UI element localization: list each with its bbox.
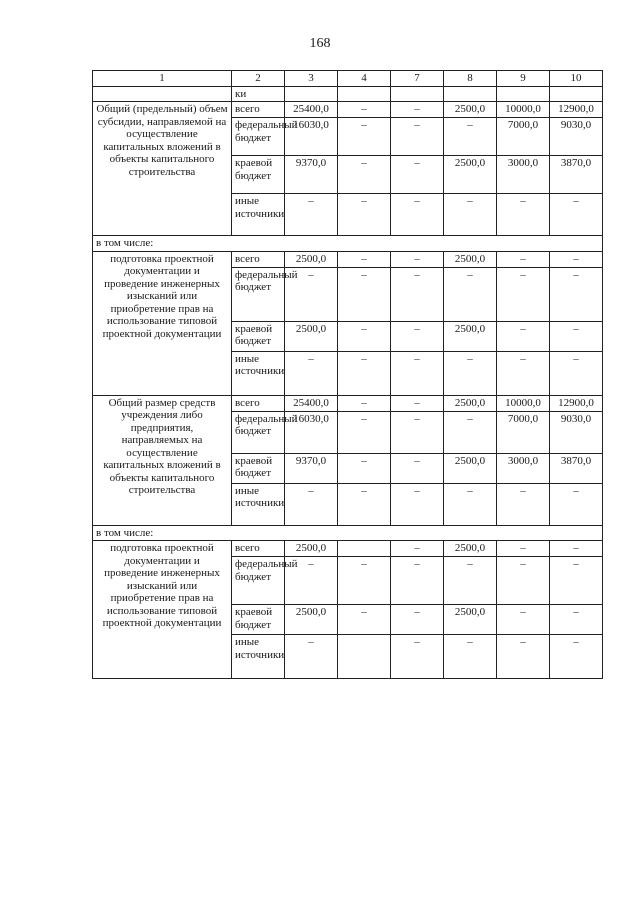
value-cell: 2500,0	[444, 251, 497, 267]
value-cell: –	[497, 351, 550, 395]
value-cell: –	[391, 635, 444, 679]
value-cell: –	[391, 605, 444, 635]
value-cell: –	[391, 156, 444, 194]
continuation-source: ки	[232, 86, 285, 102]
funding-source: федеральный бюджет	[232, 118, 285, 156]
value-cell: –	[338, 118, 391, 156]
value-cell: –	[550, 541, 603, 557]
value-cell: –	[444, 411, 497, 453]
funding-source: краевой бюджет	[232, 605, 285, 635]
value-cell: –	[391, 351, 444, 395]
value-cell: 12900,0	[550, 395, 603, 411]
value-cell: 25400,0	[285, 395, 338, 411]
value-cell: –	[497, 635, 550, 679]
value-cell: –	[497, 321, 550, 351]
value-cell: 2500,0	[285, 321, 338, 351]
funding-source: иные источники	[232, 483, 285, 525]
value-cell: –	[338, 605, 391, 635]
header-cell: 9	[497, 71, 550, 87]
value-cell: –	[497, 251, 550, 267]
value-cell: –	[391, 411, 444, 453]
value-cell: –	[550, 605, 603, 635]
value-cell: –	[285, 635, 338, 679]
value-cell: –	[338, 267, 391, 321]
value-cell: –	[391, 267, 444, 321]
value-cell: –	[338, 483, 391, 525]
value-cell: 9370,0	[285, 453, 338, 483]
value-cell: 2500,0	[444, 453, 497, 483]
value-cell: –	[338, 411, 391, 453]
value-cell: –	[497, 267, 550, 321]
value-cell: 9370,0	[285, 156, 338, 194]
row-description: Общий (предельный) объем субсидии, направляемой на осуществление капитальных вложений в объекты капитального строительства	[93, 102, 232, 236]
section-label-row	[93, 525, 603, 541]
value-cell: 3870,0	[550, 156, 603, 194]
funding-source: федеральный бюджет	[232, 557, 285, 605]
section-label: в том числе:	[93, 525, 603, 541]
section-label-row	[93, 236, 603, 252]
funding-source: всего	[232, 395, 285, 411]
header-cell: 2	[232, 71, 285, 87]
value-cell: –	[497, 541, 550, 557]
value-cell	[444, 86, 497, 102]
value-cell: –	[497, 605, 550, 635]
value-cell	[550, 86, 603, 102]
value-cell	[338, 86, 391, 102]
value-cell	[338, 635, 391, 679]
value-cell: 2500,0	[444, 541, 497, 557]
value-cell: –	[550, 251, 603, 267]
funding-source: краевой бюджет	[232, 321, 285, 351]
value-cell: 2500,0	[285, 251, 338, 267]
value-cell	[285, 86, 338, 102]
value-cell: –	[338, 156, 391, 194]
value-cell: 2500,0	[444, 102, 497, 118]
value-cell	[391, 86, 444, 102]
value-cell: –	[444, 351, 497, 395]
funding-source: краевой бюджет	[232, 453, 285, 483]
value-cell: 9030,0	[550, 118, 603, 156]
value-cell: –	[550, 635, 603, 679]
value-cell: –	[391, 557, 444, 605]
funding-source: всего	[232, 102, 285, 118]
header-row	[93, 71, 603, 87]
value-cell: –	[497, 557, 550, 605]
funding-source: всего	[232, 541, 285, 557]
value-cell	[338, 541, 391, 557]
value-cell: 12900,0	[550, 102, 603, 118]
value-cell: –	[338, 557, 391, 605]
continuation-row	[93, 86, 603, 102]
value-cell: –	[391, 321, 444, 351]
value-cell: –	[391, 483, 444, 525]
page-number: 168	[309, 36, 331, 51]
value-cell: –	[285, 267, 338, 321]
value-cell: 2500,0	[444, 605, 497, 635]
row-description: подготовка проектной документации и проведение инженерных изысканий или приобретение прав на использование типовой проектной документации	[93, 541, 232, 679]
value-cell: –	[338, 194, 391, 236]
value-cell: –	[444, 557, 497, 605]
value-cell: –	[444, 483, 497, 525]
value-cell: –	[550, 267, 603, 321]
table-row	[93, 541, 603, 557]
value-cell: 2500,0	[285, 541, 338, 557]
value-cell: –	[444, 635, 497, 679]
value-cell: 10000,0	[497, 395, 550, 411]
value-cell: 3000,0	[497, 453, 550, 483]
value-cell	[497, 86, 550, 102]
value-cell: 16030,0	[285, 411, 338, 453]
value-cell: –	[338, 453, 391, 483]
value-cell: –	[391, 194, 444, 236]
header-cell: 4	[338, 71, 391, 87]
funding-source: иные источники	[232, 351, 285, 395]
value-cell: 7000,0	[497, 411, 550, 453]
value-cell: –	[444, 118, 497, 156]
value-cell: 16030,0	[285, 118, 338, 156]
table-row	[93, 251, 603, 267]
value-cell: –	[444, 194, 497, 236]
value-cell: 25400,0	[285, 102, 338, 118]
value-cell: 3870,0	[550, 453, 603, 483]
financing-table	[92, 70, 603, 679]
funding-source: иные источники	[232, 635, 285, 679]
value-cell: –	[338, 321, 391, 351]
value-cell: –	[285, 194, 338, 236]
row-description: Общий размер средств учреждения либо предприятия, направляемых на осуществление капитальных вложений в объекты капитального строительства	[93, 395, 232, 525]
value-cell: 2500,0	[444, 321, 497, 351]
value-cell: –	[391, 102, 444, 118]
value-cell: –	[391, 251, 444, 267]
value-cell: –	[550, 351, 603, 395]
row-description: подготовка проектной документации и проведение инженерных изысканий или приобретение прав на использование типовой проектной документации	[93, 251, 232, 395]
value-cell: –	[338, 395, 391, 411]
value-cell: 7000,0	[497, 118, 550, 156]
value-cell: –	[497, 194, 550, 236]
value-cell: 2500,0	[444, 395, 497, 411]
value-cell: –	[550, 321, 603, 351]
value-cell: –	[550, 483, 603, 525]
value-cell: –	[338, 251, 391, 267]
value-cell: –	[285, 557, 338, 605]
value-cell: 10000,0	[497, 102, 550, 118]
value-cell: –	[550, 557, 603, 605]
value-cell: –	[391, 541, 444, 557]
value-cell: 2500,0	[444, 156, 497, 194]
value-cell: –	[497, 483, 550, 525]
value-cell: 2500,0	[285, 605, 338, 635]
funding-source: федеральный бюджет	[232, 267, 285, 321]
header-cell: 8	[444, 71, 497, 87]
value-cell: –	[391, 395, 444, 411]
value-cell: –	[391, 453, 444, 483]
value-cell: –	[444, 267, 497, 321]
value-cell: –	[285, 483, 338, 525]
funding-source: федеральный бюджет	[232, 411, 285, 453]
value-cell: 9030,0	[550, 411, 603, 453]
header-cell: 10	[550, 71, 603, 87]
table-row	[93, 102, 603, 118]
value-cell: –	[391, 118, 444, 156]
funding-source: всего	[232, 251, 285, 267]
value-cell: –	[285, 351, 338, 395]
section-label: в том числе:	[93, 236, 603, 252]
table-row	[93, 395, 603, 411]
funding-source: краевой бюджет	[232, 156, 285, 194]
value-cell: –	[550, 194, 603, 236]
funding-source: иные источники	[232, 194, 285, 236]
value-cell: –	[338, 102, 391, 118]
header-cell: 7	[391, 71, 444, 87]
header-cell: 1	[93, 71, 232, 87]
value-cell: 3000,0	[497, 156, 550, 194]
value-cell: –	[338, 351, 391, 395]
continuation-empty-cell	[93, 86, 232, 102]
header-cell: 3	[285, 71, 338, 87]
